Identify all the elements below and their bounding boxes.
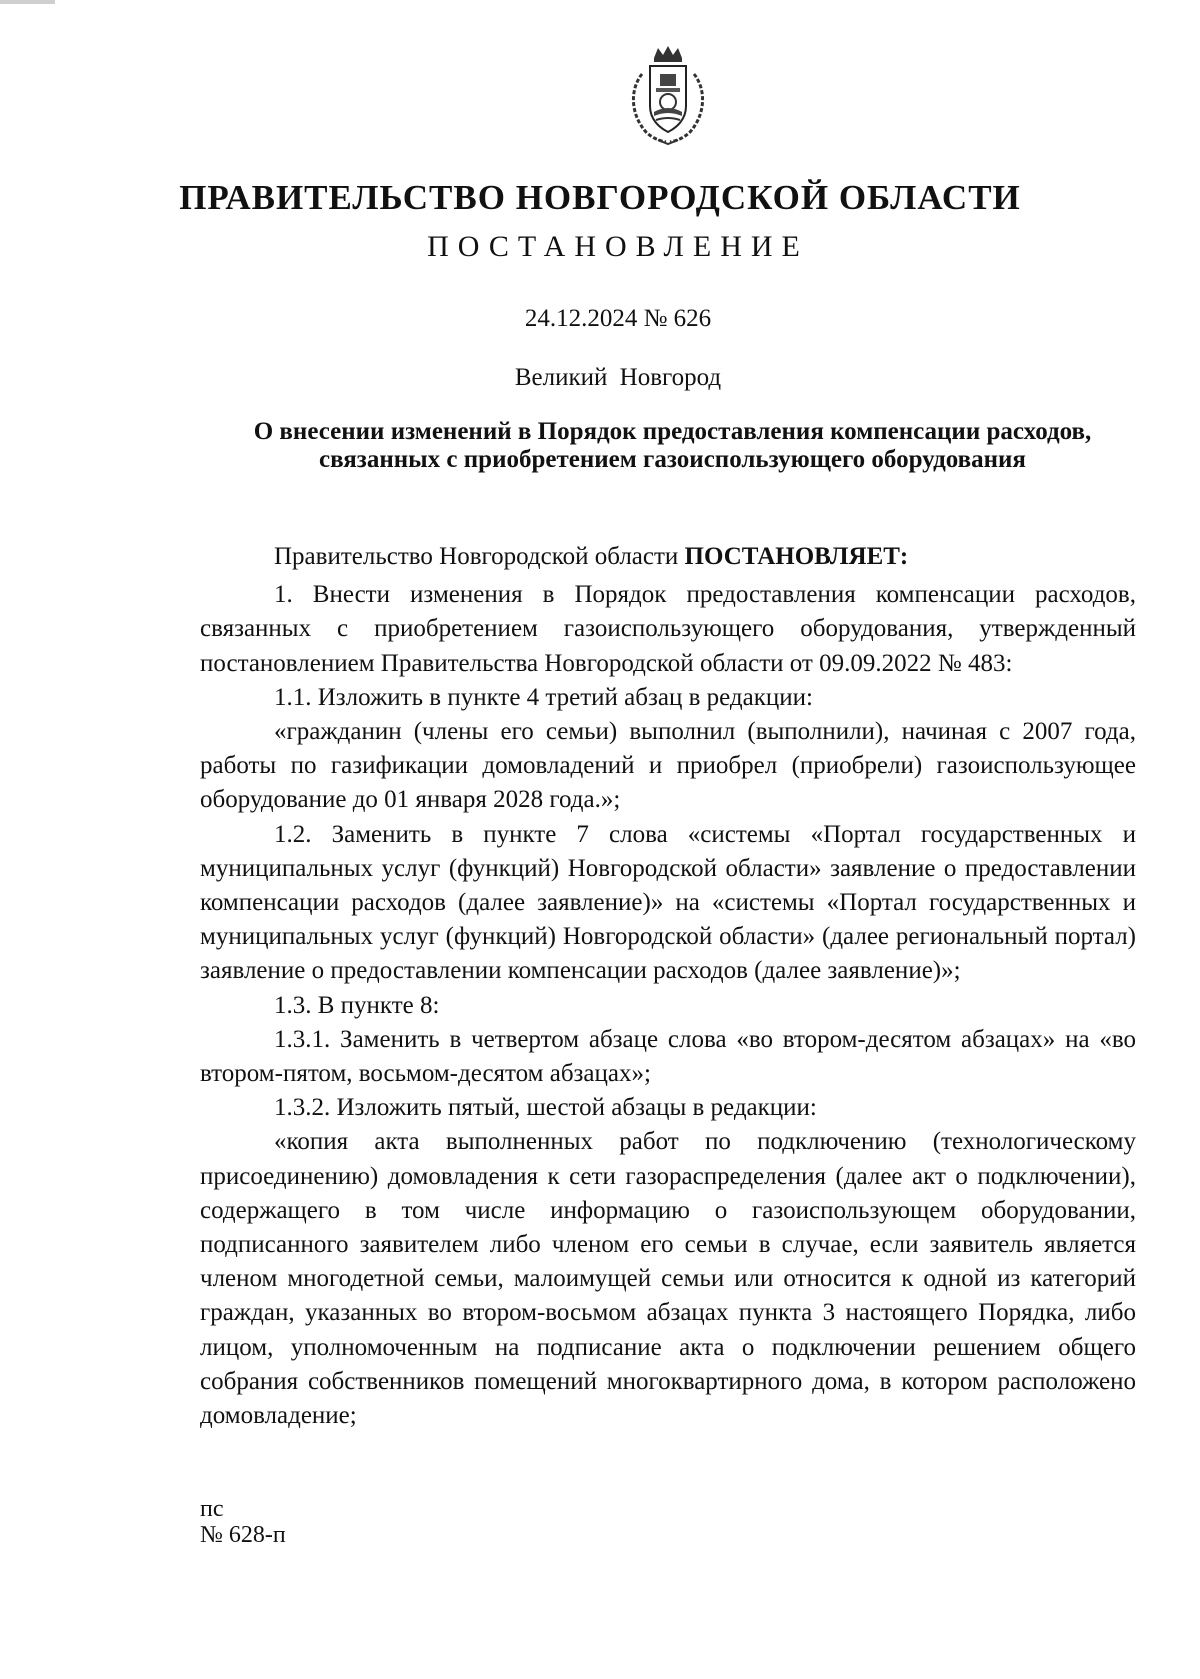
lead-keyword: ПОСТАНОВЛЯЕТ: xyxy=(684,543,909,570)
paragraph-quote-2: «копия акта выполненных работ по подключению (технологическому присоединению) домовладения к сети газораспределения (далее акт о подключении), содержащего в том числе информацию о газоиспользующем оборудовании, подписанного заявителем либо членом его семьи в случае, если заявитель является членом многодетной семьи, малоимущей семьи или относится к одной из категорий граждан, указанных во втором-восьмом абзацах пункта 3 настоящего Порядка, либо лицом, уполномоченным на подписание акта о подключении решением общего собрания собственников помещений многоквартирного дома, в котором расположено домовладение; xyxy=(200,1128,1136,1430)
paragraph-1-1: 1.1. Изложить в пункте 4 третий абзац в редакции: xyxy=(274,683,813,711)
government-title: ПРАВИТЕЛЬСТВО НОВГОРОДСКОЙ ОБЛАСТИ xyxy=(179,178,1021,217)
paragraph-1-2: 1.2. Заменить в пункте 7 слова «системы «Портал государственных и муниципальных услуг (функций) Новгородской области» заявление о предоставлении компенсации расходов (далее заявление)» на «системы «Портал государственных и муниципальных услуг (функций) Новгородской области» (далее региональный портал) заявление о предоставлении компенсации расходов (далее заявление)»; xyxy=(200,820,1136,985)
document-body xyxy=(200,540,1136,1433)
lead-text: Правительство Новгородской области xyxy=(274,543,685,570)
document-subject xyxy=(200,418,1145,474)
paragraph-quote-1: «гражданин (члены его семьи) выполнил (выполнили), начиная с 2007 года, работы по газификации домовладений и приобрел (приобрели) газоиспользующее оборудование до 01 января 2028 года.»; xyxy=(200,718,1136,814)
document-type: ПОСТАНОВЛЕНИЕ xyxy=(427,230,809,263)
paragraph-1-3: 1.3. В пункте 8: xyxy=(274,991,440,1019)
coat-of-arms-icon xyxy=(624,44,712,146)
resolution-lead xyxy=(200,540,1136,574)
subject-line-1: О внесении изменений в Порядок предоставления компенсации расходов, xyxy=(253,418,1092,445)
footer-number: № 628-п xyxy=(200,1522,286,1548)
paragraph-1-3-2: 1.3.2. Изложить пятый, шестой абзацы в редакции: xyxy=(274,1094,817,1122)
subject-line-2: связанных с приобретением газоиспользующего оборудования xyxy=(319,446,1026,473)
city-name: Великий Новгород xyxy=(514,364,722,391)
scan-corner-mark xyxy=(0,0,55,4)
paragraph-1: 1. Внести изменения в Порядок предоставления компенсации расходов, связанных с приобретением газоиспользующего оборудования, утвержденный постановлением Правительства Новгородской области от 09.09.2022 № 483: xyxy=(200,581,1136,677)
footer-reference xyxy=(200,1496,286,1548)
footer-code: пс xyxy=(200,1496,224,1522)
date-and-number: 24.12.2024 № 626 xyxy=(524,305,712,332)
paragraph-1-3-1: 1.3.1. Заменить в четвертом абзаце слова «во втором-десятом абзацах» на «во втором-пятом, восьмом-десятом абзацах»; xyxy=(200,1025,1136,1088)
